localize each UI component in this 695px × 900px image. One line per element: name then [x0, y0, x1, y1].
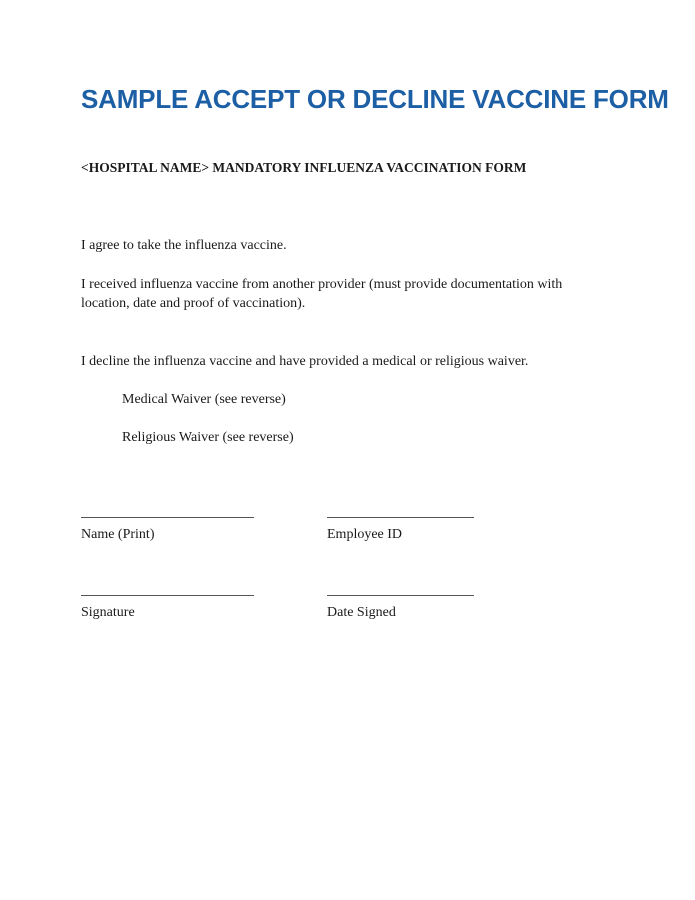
- form-title: SAMPLE ACCEPT OR DECLINE VACCINE FORM: [81, 84, 669, 114]
- option-medical-waiver-text: Medical Waiver (see reverse): [122, 392, 286, 407]
- option-agree-text: I agree to take the influenza vaccine.: [81, 238, 287, 253]
- date-signed-line[interactable]: [327, 595, 474, 596]
- date-signed-label: Date Signed: [327, 605, 396, 620]
- signature-line[interactable]: [81, 595, 254, 596]
- name-print-field: [81, 517, 254, 544]
- employee-id-line[interactable]: [327, 517, 474, 518]
- employee-id-field: [327, 517, 474, 544]
- option-decline-text: I decline the influenza vaccine and have provided a medical or religious waiver.: [81, 354, 529, 369]
- option-other-provider-text: I received influenza vaccine from another provider (must provide documentation with location, date and proof of vaccination).: [81, 277, 563, 311]
- signature-label: Signature: [81, 605, 135, 620]
- option-religious-waiver-text: Religious Waiver (see reverse): [122, 430, 294, 445]
- employee-id-label: Employee ID: [327, 527, 403, 542]
- name-print-label: Name (Print): [81, 527, 155, 542]
- signature-field: [81, 595, 254, 622]
- name-print-line[interactable]: [81, 517, 254, 518]
- date-signed-field: [327, 595, 474, 622]
- form-subtitle: <HOSPITAL NAME> MANDATORY INFLUENZA VACCINATION FORM: [81, 160, 527, 175]
